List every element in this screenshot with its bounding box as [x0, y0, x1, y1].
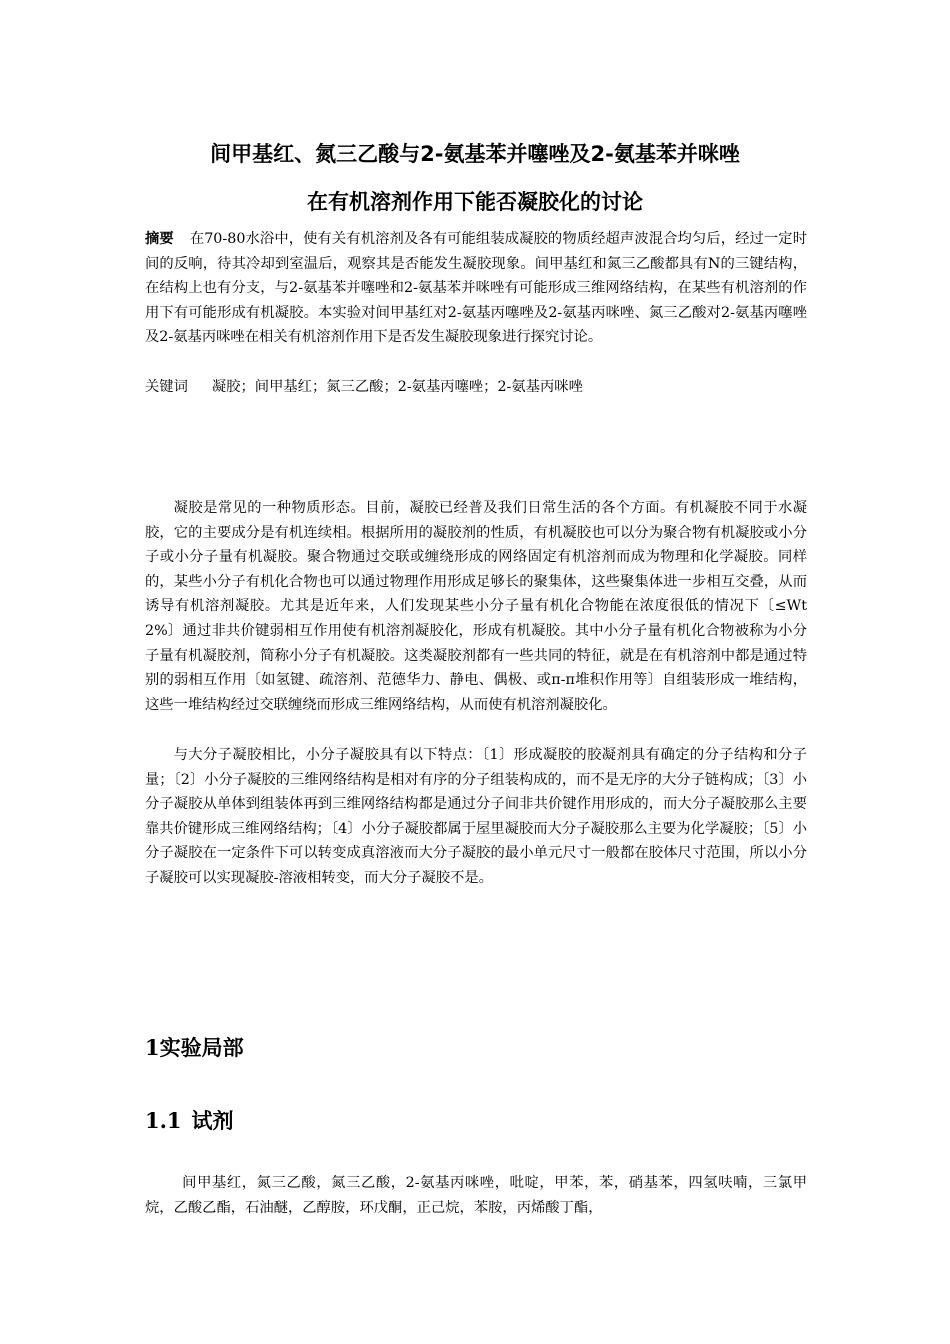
title-line-2: 在有机溶剂作用下能否凝胶化的讨论 — [307, 190, 643, 214]
section-heading: 1实验局部 — [145, 1035, 244, 1060]
subsection-title: 试剂 — [191, 1108, 234, 1133]
abstract-label: 摘要 — [145, 231, 174, 247]
keywords-text: 凝胶；间甲基红；氮三乙酸；2-氨基丙噻唑；2-氨基丙咪唑 — [211, 379, 583, 395]
abstract — [145, 227, 807, 350]
abstract-text: 在70-80水浴中，使有关有机溶剂及各有可能组装成凝胶的物质经超声波混合均匀后，经过一定时间的反响，待其冷却到室温后，观察其是否能发生凝胶现象。间甲基红和氮三乙酸都具有N的三键结构，在结构上也有分支，与2-氨基苯并噻唑和2-氨基苯并咪唑有可能形成三维网络结构，在某些有机溶剂的作用下有可能形成有机凝胶。本实验对间甲基红对2-氨基丙噻唑及2-氨基丙咪唑、氮三乙酸对2-氨基丙噻唑及2-氨基丙咪唑在相关有机溶剂作用下是否发生凝胶现象进行探究讨论。 — [145, 231, 808, 346]
keywords-label: 关键词 — [145, 379, 188, 395]
subsection-heading — [145, 1106, 807, 1136]
reagents-paragraph: 间甲基红，氮三乙酸，氮三乙酸，2-氨基丙咪唑，吡啶，甲苯，苯，硝基苯，四氢呋喃，三氯甲烷，乙酸乙酯，石油醚，乙醇胺，环戊酮，正己烷，苯胺，丙烯酸丁酯， — [145, 1175, 807, 1216]
subsection-number: 1.1 — [145, 1108, 182, 1133]
title-line-1: 间甲基红、氮三乙酸与2-氨基苯并噻唑及2-氨基苯并咪唑 — [210, 142, 740, 166]
keywords — [145, 375, 807, 400]
intro-paragraph-2: 与大分子凝胶相比，小分子凝胶具有以下特点：〔1〕形成凝胶的胶凝剂具有确定的分子结构和分子量；〔2〕小分子凝胶的三维网络结构是相对有序的分子组装构成的，而不是无序的大分子链构成；〔3〕小分子凝胶从单体到组装体再到三维网络结构都是通过分子间非共价键作用形成的，而大分子凝胶那么主要靠共价键形成三维网络结构；〔4〕小分子凝胶都属于屋里凝胶而大分子凝胶那么主要为化学凝胶；〔5〕小分子凝胶在一定条件下可以转变成真溶液而大分子凝胶的最小单元尺寸一般都在胶体尺寸范围，所以小分子凝胶可以实现凝胶-溶液相转变，而大分子凝胶不是。 — [145, 747, 807, 886]
intro-paragraph-1: 凝胶是常见的一种物质形态。目前，凝胶已经普及我们日常生活的各个方面。有机凝胶不同于水凝胶，它的主要成分是有机连续相。根据所用的凝胶剂的性质，有机凝胶也可以分为聚合物有机凝胶或小分子或小分子量有机凝胶。聚合物通过交联或缠绕形成的网络固定有机溶剂而成为物理和化学凝胶。同样的，某些小分子有机化合物也可以通过物理作用形成足够长的聚集体，这些聚集体进一步相互交叠，从而诱导有机溶剂凝胶。尤其是近年来，人们发现某些小分子量有机化合物能在浓度很低的情况下〔≤Wt 2%〕通过非共价键弱相互作用使有机溶剂凝胶化，形成有机凝胶。其中小分子量有机化合物被称为小分子量有机凝胶剂，简称小分子有机凝胶。这类凝胶剂都有一些共同的特征，就是在有机溶剂中都是通过特别的弱相互作用〔如氢键、疏溶剂、范德华力、静电、偶极、或π-π堆积作用等〕自组装形成一堆结构，这些一堆结构经过交联缠绕而形成三维网络结构，从而使有机溶剂凝胶化。 — [145, 500, 807, 713]
